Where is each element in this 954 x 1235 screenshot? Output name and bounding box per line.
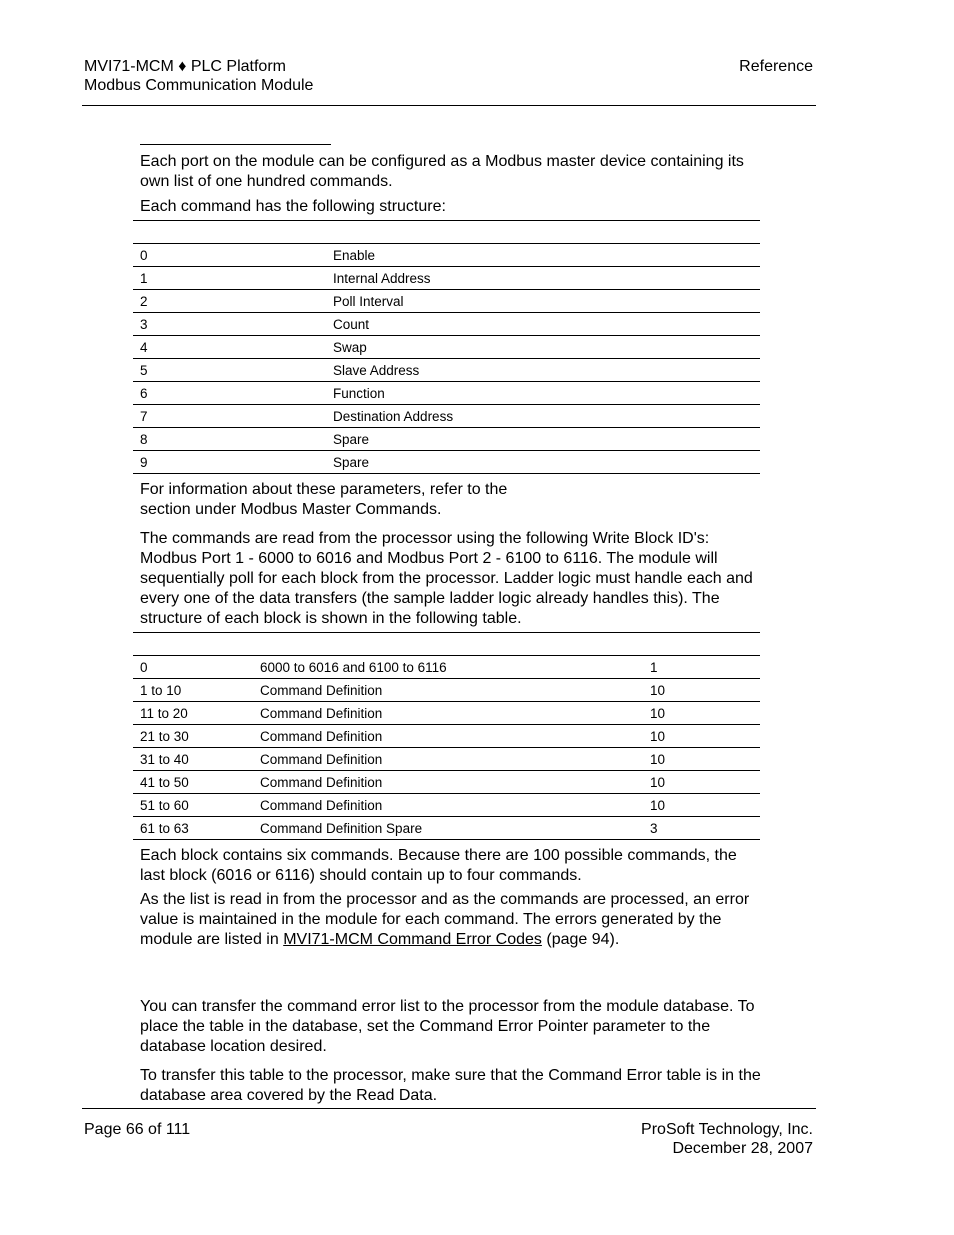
desc-cell: 6000 to 6016 and 6100 to 6116: [253, 656, 643, 679]
error-list-text: As the list is read in from the processor and as the commands are processed, an error value is maintained in the module for each command. The errors generated by the module are listed in: [140, 891, 750, 948]
desc-cell: Command Definition: [253, 771, 643, 794]
header-title: MVI71-MCM ♦ PLC Platform: [84, 58, 286, 75]
desc-cell: Command Definition: [253, 702, 643, 725]
paragraph-transfer-list: You can transfer the command error list to the processor from the module database. To place the table in the database, set the Command Error Pointer parameter to the database location desired.: [140, 998, 755, 1055]
desc-cell: Command Definition: [253, 794, 643, 817]
block-structure-table: [133, 655, 760, 840]
header-section: Reference: [739, 58, 813, 75]
table-row: [133, 679, 760, 702]
table1-header-rule: [133, 220, 760, 221]
paragraph-info-line1: For information about these parameters, refer to the: [140, 481, 508, 498]
description-cell: Swap: [326, 336, 760, 359]
desc-cell: Command Definition Spare: [253, 817, 643, 840]
offset-cell: 3: [133, 313, 326, 336]
description-cell: Spare: [326, 451, 760, 474]
error-codes-link[interactable]: MVI71-MCM Command Error Codes: [283, 931, 542, 948]
description-cell: Slave Address: [326, 359, 760, 382]
paragraph-intro: Each port on the module can be configured as a Modbus master device containing its own list of one hundred commands.: [140, 153, 744, 190]
offset-cell: 6: [133, 382, 326, 405]
table-row: [133, 336, 760, 359]
length-cell: 3: [643, 817, 760, 840]
table-row: [133, 725, 760, 748]
table-row: [133, 817, 760, 840]
offset-cell: 4: [133, 336, 326, 359]
length-cell: 10: [643, 748, 760, 771]
paragraph-transfer-table: To transfer this table to the processor, make sure that the Command Error table is in the database area covered by the Read Data.: [140, 1067, 761, 1104]
table-row: [133, 359, 760, 382]
offset-cell: 41 to 50: [133, 771, 253, 794]
description-cell: Internal Address: [326, 267, 760, 290]
desc-cell: Command Definition: [253, 748, 643, 771]
length-cell: 1: [643, 656, 760, 679]
table2-header-rule: [133, 632, 760, 633]
desc-cell: Command Definition: [253, 725, 643, 748]
offset-cell: 21 to 30: [133, 725, 253, 748]
length-cell: 10: [643, 794, 760, 817]
offset-cell: 1 to 10: [133, 679, 253, 702]
table-row: [133, 382, 760, 405]
length-cell: 10: [643, 771, 760, 794]
description-cell: Destination Address: [326, 405, 760, 428]
table-row: [133, 748, 760, 771]
offset-cell: 31 to 40: [133, 748, 253, 771]
offset-cell: 61 to 63: [133, 817, 253, 840]
table-row: [133, 405, 760, 428]
footer-date: December 28, 2007: [672, 1140, 813, 1157]
table-row: [133, 794, 760, 817]
page-number: Page 66 of 111: [84, 1121, 191, 1138]
footer-rule: [82, 1108, 816, 1109]
paragraph-info-line2: section under Modbus Master Commands.: [140, 501, 442, 518]
offset-cell: 0: [133, 656, 253, 679]
description-cell: Poll Interval: [326, 290, 760, 313]
description-cell: Spare: [326, 428, 760, 451]
offset-cell: 7: [133, 405, 326, 428]
offset-cell: 5: [133, 359, 326, 382]
paragraph-block-contents: Each block contains six commands. Because there are 100 possible commands, the last block (6016 or 6116) should contain up to four commands.: [140, 847, 737, 884]
offset-cell: 11 to 20: [133, 702, 253, 725]
table-row: [133, 290, 760, 313]
table-row: [133, 771, 760, 794]
description-cell: Enable: [326, 244, 760, 267]
table-row: [133, 244, 760, 267]
section-rule: [140, 144, 331, 145]
table-row: [133, 702, 760, 725]
offset-cell: 1: [133, 267, 326, 290]
table-row: [133, 451, 760, 474]
length-cell: 10: [643, 702, 760, 725]
description-cell: Function: [326, 382, 760, 405]
offset-cell: 51 to 60: [133, 794, 253, 817]
offset-cell: 2: [133, 290, 326, 313]
header-subtitle: Modbus Communication Module: [84, 77, 314, 94]
desc-cell: Command Definition: [253, 679, 643, 702]
header-rule: [82, 105, 816, 106]
table-row: [133, 267, 760, 290]
description-cell: Count: [326, 313, 760, 336]
error-list-page-ref: (page 94).: [541, 931, 620, 948]
length-cell: 10: [643, 679, 760, 702]
length-cell: 10: [643, 725, 760, 748]
table-row: [133, 428, 760, 451]
offset-cell: 9: [133, 451, 326, 474]
footer-company: ProSoft Technology, Inc.: [641, 1121, 813, 1138]
command-structure-table: [133, 243, 760, 474]
paragraph-error-list: [140, 890, 765, 950]
paragraph-structure: Each command has the following structure:: [140, 198, 446, 215]
table-row: [133, 313, 760, 336]
table-row: [133, 656, 760, 679]
offset-cell: 8: [133, 428, 326, 451]
paragraph-write-blocks: The commands are read from the processor using the following Write Block ID's: Modbus Port 1 - 6000 to 6016 and Modbus Port 2 - 6100 to 6116. The module will sequentially poll for each block from the processor. Ladder logic must handle each and every one of the data transfers (the sample ladder logic already handles this). The structure of each block is shown in the following table.: [140, 530, 753, 627]
offset-cell: 0: [133, 244, 326, 267]
